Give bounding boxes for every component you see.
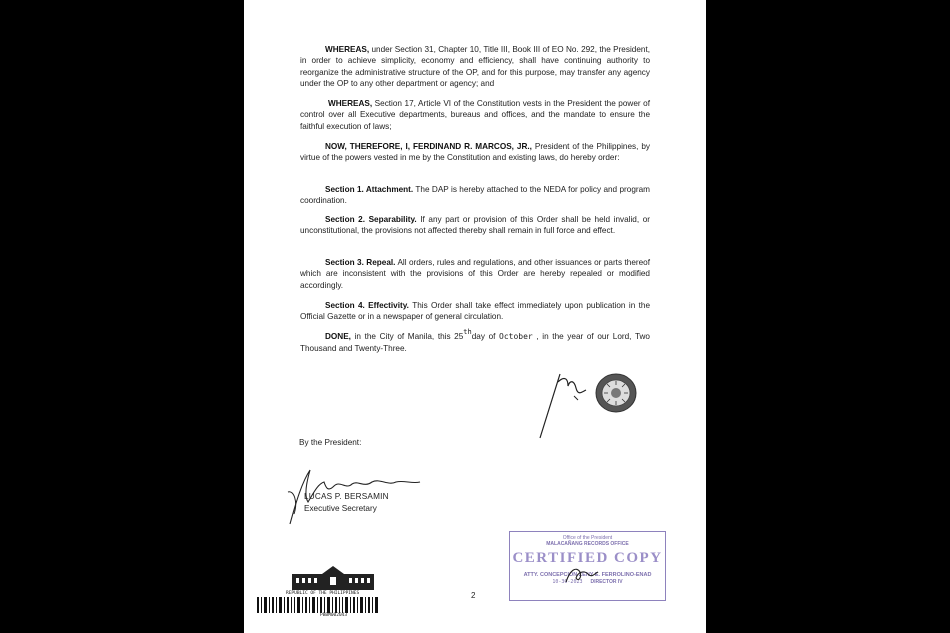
barcode-number: PBBM002043 [320,613,348,618]
section-4-effectivity: Section 4. Effectivity. This Order shall take effect immediately upon publication in the Official Gazette or in a newspaper of general circulation. [300,301,651,322]
stamp-records-office: MALACAÑANG RECORDS OFFICE [546,541,629,547]
month-handwritten: October [499,332,533,341]
by-the-president-label: By the President: [299,438,362,447]
stamp-director: DIRECTOR IV [590,579,623,585]
day-suffix: th [463,328,472,336]
presidential-seal-icon [594,373,638,413]
document-page [244,0,706,633]
republic-caption: REPUBLIC OF THE PHILIPPINES [286,591,360,596]
certifier-signature [562,564,602,586]
section-2-separability: Section 2. Separability. If any part or provision of this Order shall be held invalid, or unconstitutional, the provisions not affected thereby shall remain in full force and effect. [300,215,650,236]
whereas-paragraph-1: WHEREAS, under Section 31, Chapter 10, Title III, Book III of EO No. 292, the President, in order to achieve simplicity, economy and efficiency, shall have continuing authority to reorganize the administrative structure of the OP, and for this purpose, may transfer any agency under the OP to any other department or agency; and [300,45,650,89]
section-3-repeal: Section 3. Repeal. All orders, rules and regulations, and other issuances or parts thereof which are inconsistent with the provisions of this Order are hereby repealed or modified accordingly. [300,258,650,290]
done-paragraph: DONE, in the City of Manila, this 25thday of October , in the year of our Lord, Two Thousand and Twenty-Three. [300,328,650,354]
malacanang-building-icon [292,566,374,590]
stamp-attorney: ATTY. CONCEPCION ZENY E. FERROLINO-ENAD [523,572,652,578]
signatory-title: Executive Secretary [304,504,377,513]
stamp-date: 10-30-2023 [552,579,583,585]
stamp-certified-copy: CERTIFIED COPY [512,550,663,566]
whereas-paragraph-2: WHEREAS, Section 17, Article VI of the Constitution vests in the President the power of control over all Executive departments, bureaus and offices, and the mandate to ensure the faithful execution of laws; [300,99,650,131]
signatory-name: LUCAS P. BERSAMIN [304,492,389,501]
section-1-attachment: Section 1. Attachment. The DAP is hereby attached to the NEDA for policy and program coordination. [300,185,650,206]
stamp-office: Office of the President [562,535,613,541]
page-number: 2 [471,591,476,600]
therefore-paragraph: NOW, THEREFORE, I, FERDINAND R. MARCOS, JR., President of the Philippines, by virtue of the powers vested in me by the Constitution and existing laws, do hereby order: [300,142,650,163]
barcode-icon [257,597,379,613]
